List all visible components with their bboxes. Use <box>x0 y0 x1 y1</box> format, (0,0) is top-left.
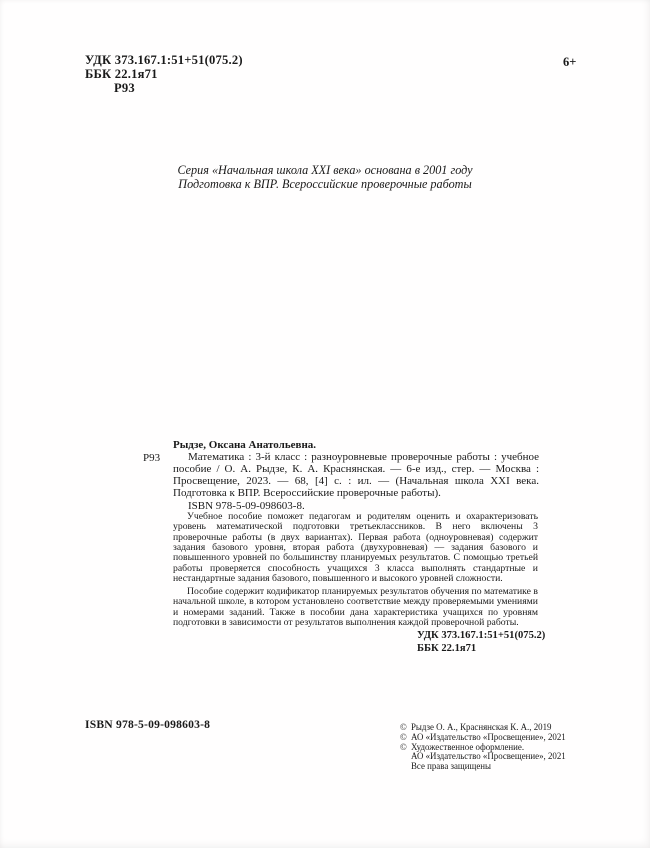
bibliographic-record <box>143 439 539 512</box>
annotation-paragraph-2: Пособие содержит кодификатор планируемых результатов обучения по математике в начальной школе, в котором установлено соответствие между проверяемыми умениями и номерами заданий. Также в пособии дана характеристика учащихся по уровням подготовки в зависимости от результатов выполнения каждой проверочной работы. <box>173 585 538 628</box>
author-sign-code-hanging: Р93 <box>143 452 161 465</box>
copyright-symbol: © <box>400 722 407 732</box>
author-heading: Рыдзе, Оксана Анатольевна. <box>173 439 317 451</box>
udk-code-bottom: УДК 373.167.1:51+51(075.2) <box>417 630 546 641</box>
annotation <box>173 512 538 628</box>
bibliographic-description-wrap <box>143 451 539 499</box>
udk-code: УДК 373.167.1:51+51(075.2) <box>85 53 243 67</box>
copyright-symbol <box>400 762 411 772</box>
copyright-line <box>400 762 566 772</box>
classification-codes-bottom <box>417 630 545 655</box>
classification-codes-top <box>85 53 243 96</box>
copyright-text: Художественное оформление. <box>411 741 525 752</box>
copyright-text: АО «Издательство «Просвещение», 2021 <box>411 751 566 762</box>
series-line-1: Серия «Начальная школа XXI века» основана в 2001 году <box>177 163 473 177</box>
bbk-code: ББК 22.1я71 <box>85 67 158 82</box>
series-statement <box>0 164 650 191</box>
series-line-2: Подготовка к ВПР. Всероссийские проверочные работы <box>178 176 472 191</box>
copyright-symbol: © <box>400 731 407 742</box>
annotation-paragraph-1: Учебное пособие поможет педагогам и родителям оценить и охарактеризовать уровень математической подготовки третьеклассников. В него включены 3 проверочные работы (в двух вариантах). Первая работа (одноуровневая) содержит задания базового уровня, вторая работа (двухуровневая) — задания базового и повышенного уровней по большинству планируемых результатов. С помощью третьей работы проверяется способность учащихся 3 класса выполнять стандартные и нестандартные задания базового, повышенного и высокого уровней сложности. <box>173 511 538 585</box>
copyright-symbol <box>400 752 411 762</box>
author-sign-code: Р93 <box>114 81 135 96</box>
copyright-text: АО «Издательство «Просвещение», 2021 <box>411 731 566 742</box>
age-rating-mark: 6+ <box>563 55 577 69</box>
bibliographic-description: Математика : 3-й класс : разноуровневые проверочные работы : учебное пособие / О. А. Рыдзе, К. А. Краснянская. — 6-е изд., стер. — Москва : Просвещение, 2023. — 68, [4] с. : ил. — (Начальная школа XXI века. Подготовка к ВПР. Всероссийские проверочные работы). <box>173 451 539 500</box>
copyright-text: Рыдзе О. А., Краснянская К. А., 2019 <box>411 722 552 732</box>
footer-isbn: ISBN 978-5-09-098603-8 <box>85 718 211 731</box>
isbn-line: ISBN 978-5-09-098603-8. <box>188 499 305 512</box>
bbk-code-bottom: ББК 22.1я71 <box>417 642 477 654</box>
copyright-block <box>400 723 566 772</box>
copyright-symbol: © <box>400 741 407 752</box>
copyright-text: Все права защищены <box>411 761 491 772</box>
